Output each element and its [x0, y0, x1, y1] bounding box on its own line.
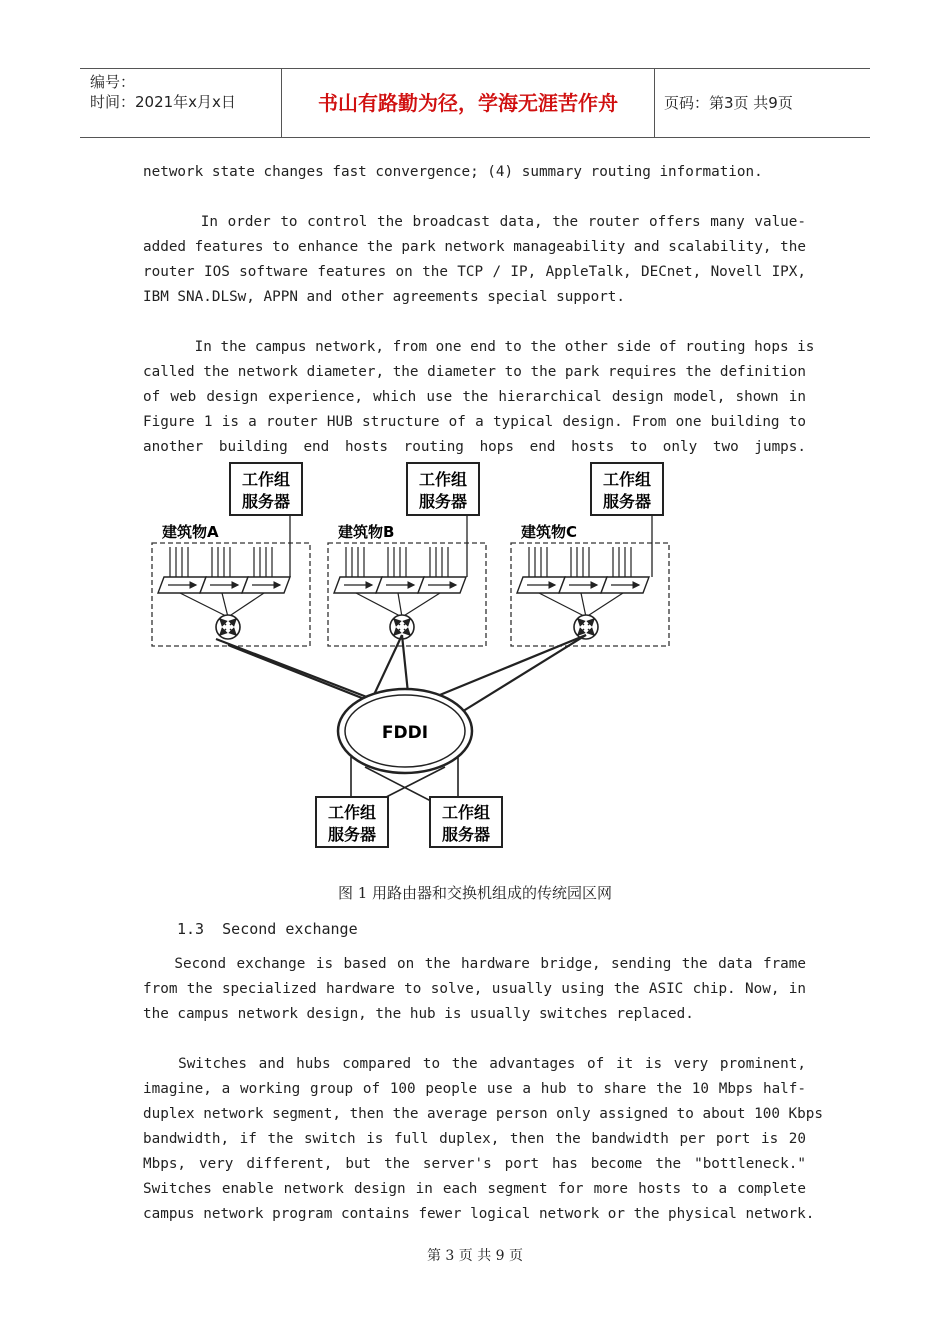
server-label: 工作组 — [418, 470, 468, 489]
building-label: 建筑物B — [338, 523, 395, 541]
paragraph-line: of web design experience, which use the hierarchical design model, shown in — [143, 389, 806, 405]
paragraph-line: In order to control the broadcast data, the router offers many value- — [143, 214, 806, 230]
switch-router-link — [398, 593, 402, 617]
building-label: 建筑物A — [162, 523, 219, 541]
paragraph-line: bandwidth, if the switch is full duplex, then the bandwidth per port is 20 — [143, 1131, 806, 1147]
paragraph-line: network state changes fast convergence; (4) summary routing information. — [143, 164, 763, 180]
header-motto: 书山有路勤为径，学海无涯苦作舟 — [318, 91, 618, 115]
fddi-ring — [338, 689, 472, 773]
switch-router-link — [581, 593, 586, 617]
paragraph-line: campus network program contains fewer logical network or the physical network. — [143, 1206, 815, 1222]
paragraph — [143, 160, 806, 185]
server-label: 工作组 — [241, 470, 291, 489]
server-bottom-right — [430, 797, 502, 847]
paragraph-line: another building end hosts routing hops end hosts to only two jumps. — [143, 439, 806, 455]
paragraph-line: imagine, a working group of 100 people use a hub to share the 10 Mbps half- — [143, 1081, 806, 1097]
switch-router-link — [356, 593, 402, 617]
paragraph-line: Switches and hubs compared to the advantages of it is very prominent, — [143, 1056, 806, 1072]
building-internals — [158, 547, 649, 639]
paragraph-line: the campus network design, the hub is usually switches replaced. — [143, 1006, 694, 1022]
paragraph-line: added features to enhance the park network manageability and scalability, the — [143, 239, 806, 255]
server-top-c — [591, 463, 663, 515]
paragraph-line: router IOS software features on the TCP / IP, AppleTalk, DECnet, Novell IPX, — [143, 264, 806, 280]
paragraph-line: called the network diameter, the diameter to the park requires the definition — [143, 364, 806, 380]
page-footer: 第 3 页 共 9 页 — [426, 1248, 524, 1264]
switch-router-link — [228, 593, 264, 617]
switch-router-link — [402, 593, 440, 617]
server-label: 服务器 — [602, 492, 652, 511]
paragraph — [143, 210, 806, 310]
header-meta — [80, 69, 280, 137]
server-label: 工作组 — [602, 470, 652, 489]
paragraph-line: In the campus network, from one end to the other side of routing hops is — [143, 339, 815, 355]
section-number: 1.3 — [177, 920, 205, 938]
server-label: 工作组 — [441, 803, 491, 822]
paragraph — [143, 1052, 823, 1227]
paragraph-line: from the specialized hardware to solve, usually using the ASIC chip. Now, in — [143, 981, 806, 997]
paragraph-line: duplex network segment, then the average person only assigned to about 100 Kbps — [143, 1106, 823, 1122]
document-header — [80, 68, 870, 138]
paragraph-line: Mbps, very different, but the server's port has become the "bottleneck." — [143, 1156, 806, 1172]
server-label: 服务器 — [418, 492, 468, 511]
header-page-label: 页码：第3页 共9页 — [664, 94, 793, 112]
section-heading — [177, 920, 358, 938]
paragraph-line: IBM SNA.DLSw, APPN and other agreements special support. — [143, 289, 626, 305]
server-top-b — [407, 463, 479, 515]
switch-router-link — [222, 593, 228, 617]
paragraph-line: Second exchange is based on the hardware bridge, sending the data frame — [143, 956, 806, 972]
server-label: 服务器 — [241, 492, 291, 511]
fddi-label: FDDI — [381, 723, 429, 743]
building-label: 建筑物C — [521, 523, 578, 541]
server-label: 工作组 — [327, 803, 377, 822]
serial-label: 编号： — [90, 73, 136, 91]
paragraph — [143, 952, 806, 1027]
header-divider — [654, 69, 655, 137]
paragraph-line: Figure 1 is a router HUB structure of a typical design. From one building to — [143, 414, 806, 430]
network-diagram — [140, 455, 680, 855]
server-label: 服务器 — [441, 825, 491, 844]
server-top-a — [230, 463, 302, 515]
router — [216, 615, 240, 639]
paragraph-line: Switches enable network design in each segment for more hosts to a complete — [143, 1181, 806, 1197]
switch-router-link — [180, 593, 228, 617]
server-bottom-left — [316, 797, 388, 847]
switch-router-link — [586, 593, 623, 617]
figure-caption: 图 1 用路由器和交换机组成的传统园区网 — [337, 884, 613, 902]
paragraph — [143, 335, 815, 460]
date-label: 时间：2021年x月x日 — [90, 93, 236, 111]
switch-router-link — [539, 593, 586, 617]
server-label: 服务器 — [327, 825, 377, 844]
section-title: Second exchange — [222, 920, 358, 938]
